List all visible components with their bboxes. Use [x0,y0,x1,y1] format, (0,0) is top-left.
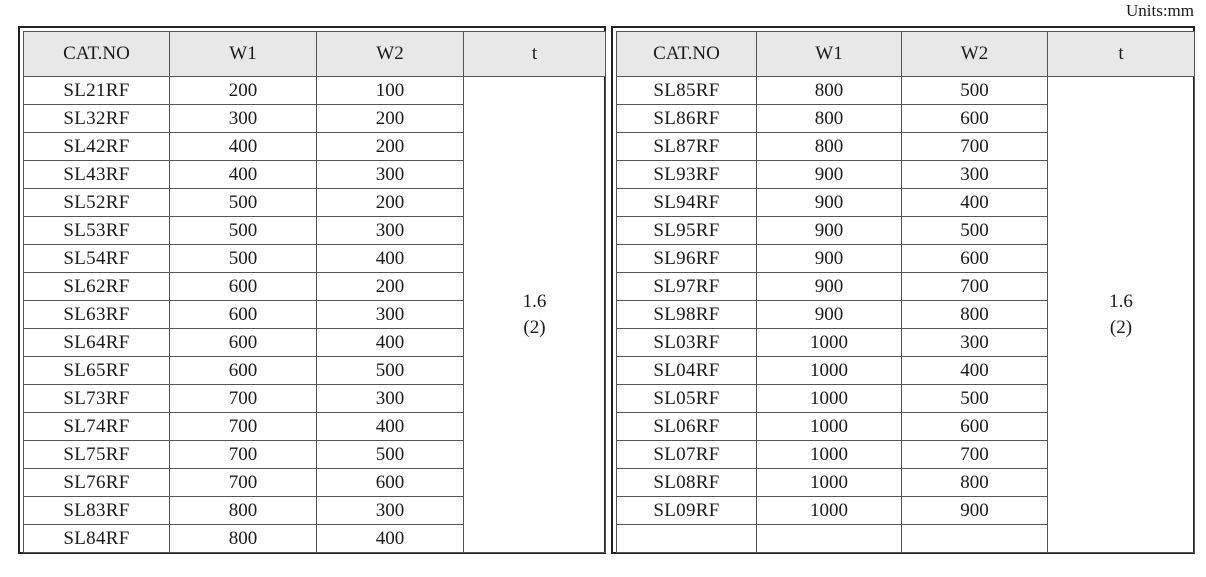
w1-cell: 500 [170,189,317,217]
empty-cell [617,525,757,553]
t-alt-value: (2) [1109,316,1133,338]
header-w2: W2 [902,32,1048,77]
w2-cell: 100 [317,77,464,105]
w1-cell: 800 [170,497,317,525]
empty-cell [902,525,1048,553]
catno-cell: SL03RF [617,329,757,357]
units-label: Units:mm [1125,1,1194,20]
w2-cell: 400 [317,329,464,357]
w1-cell: 700 [170,441,317,469]
w2-cell: 600 [902,105,1048,133]
w2-cell: 300 [317,301,464,329]
t-alt-value: (2) [523,316,546,338]
w2-cell: 400 [317,245,464,273]
catno-cell: SL96RF [617,245,757,273]
catno-cell: SL08RF [617,469,757,497]
w2-cell: 500 [317,357,464,385]
w2-cell: 200 [317,273,464,301]
w1-cell: 1000 [757,441,902,469]
w2-cell: 300 [902,161,1048,189]
w1-cell: 400 [170,133,317,161]
catno-cell: SL76RF [24,469,170,497]
catno-cell: SL83RF [24,497,170,525]
catno-cell: SL63RF [24,301,170,329]
w1-cell: 900 [757,161,902,189]
catno-cell: SL21RF [24,77,170,105]
w1-cell: 1000 [757,413,902,441]
catno-cell: SL84RF [24,525,170,553]
w1-cell: 900 [757,301,902,329]
catno-cell: SL98RF [617,301,757,329]
catno-cell: SL65RF [24,357,170,385]
catno-cell: SL53RF [24,217,170,245]
catno-cell: SL94RF [617,189,757,217]
w2-cell: 600 [317,469,464,497]
left-table-body [24,77,606,553]
right-table-frame [611,26,1195,554]
catno-cell: SL43RF [24,161,170,189]
w2-cell: 200 [317,105,464,133]
right-header-row [617,32,1195,77]
w2-cell: 900 [902,497,1048,525]
w1-cell: 1000 [757,357,902,385]
w2-cell: 700 [902,273,1048,301]
w1-cell: 600 [170,301,317,329]
w1-cell: 500 [170,217,317,245]
header-w2: W2 [317,32,464,77]
catno-cell: SL93RF [617,161,757,189]
w1-cell: 600 [170,273,317,301]
header-w1: W1 [170,32,317,77]
catno-cell: SL09RF [617,497,757,525]
empty-cell [757,525,902,553]
w1-cell: 200 [170,77,317,105]
catno-cell: SL95RF [617,217,757,245]
w2-cell: 300 [317,385,464,413]
w2-cell: 200 [317,189,464,217]
w2-cell: 500 [902,385,1048,413]
catno-cell: SL32RF [24,105,170,133]
w2-cell: 500 [902,77,1048,105]
w2-cell: 600 [902,413,1048,441]
header-t: t [464,32,606,77]
catno-cell: SL04RF [617,357,757,385]
w2-cell: 200 [317,133,464,161]
w1-cell: 800 [757,133,902,161]
w1-cell: 600 [170,357,317,385]
w2-cell: 400 [317,413,464,441]
catno-cell: SL64RF [24,329,170,357]
left-header-row [24,32,606,77]
header-catno: CAT.NO [24,32,170,77]
w1-cell: 1000 [757,497,902,525]
header-catno: CAT.NO [617,32,757,77]
w2-cell: 400 [902,189,1048,217]
w1-cell: 900 [757,189,902,217]
t-value-cell [464,77,606,553]
w2-cell: 500 [902,217,1048,245]
header-t: t [1048,32,1195,77]
left-table-frame [18,26,606,554]
w1-cell: 300 [170,105,317,133]
w1-cell: 900 [757,245,902,273]
w1-cell: 1000 [757,385,902,413]
w2-cell: 600 [902,245,1048,273]
catno-cell: SL75RF [24,441,170,469]
catno-cell: SL07RF [617,441,757,469]
right-table-body [617,77,1195,553]
w2-cell: 800 [902,301,1048,329]
t-value: 1.6 [1109,290,1133,312]
w2-cell: 800 [902,469,1048,497]
w1-cell: 900 [757,273,902,301]
w2-cell: 300 [317,217,464,245]
left-spec-table [23,31,606,553]
catno-cell: SL05RF [617,385,757,413]
t-value: 1.6 [522,290,547,312]
catno-cell: SL62RF [24,273,170,301]
catno-cell: SL52RF [24,189,170,217]
w1-cell: 800 [757,77,902,105]
w2-cell: 700 [902,441,1048,469]
w1-cell: 1000 [757,469,902,497]
catno-cell: SL85RF [617,77,757,105]
w1-cell: 600 [170,329,317,357]
catno-cell: SL06RF [617,413,757,441]
table-row [24,77,606,105]
catno-cell: SL97RF [617,273,757,301]
w2-cell: 500 [317,441,464,469]
w1-cell: 700 [170,385,317,413]
w2-cell: 400 [317,525,464,553]
w2-cell: 700 [902,133,1048,161]
w2-cell: 300 [317,161,464,189]
w2-cell: 300 [902,329,1048,357]
w1-cell: 900 [757,217,902,245]
w1-cell: 700 [170,469,317,497]
w1-cell: 800 [757,105,902,133]
header-w1: W1 [757,32,902,77]
catno-cell: SL74RF [24,413,170,441]
w1-cell: 800 [170,525,317,553]
catno-cell: SL54RF [24,245,170,273]
right-spec-table [616,31,1195,553]
catno-cell: SL87RF [617,133,757,161]
table-row [617,77,1195,105]
w1-cell: 1000 [757,329,902,357]
catno-cell: SL86RF [617,105,757,133]
w1-cell: 400 [170,161,317,189]
w2-cell: 300 [317,497,464,525]
w1-cell: 500 [170,245,317,273]
w2-cell: 400 [902,357,1048,385]
catno-cell: SL73RF [24,385,170,413]
catno-cell: SL42RF [24,133,170,161]
t-value-cell [1048,77,1195,553]
w1-cell: 700 [170,413,317,441]
